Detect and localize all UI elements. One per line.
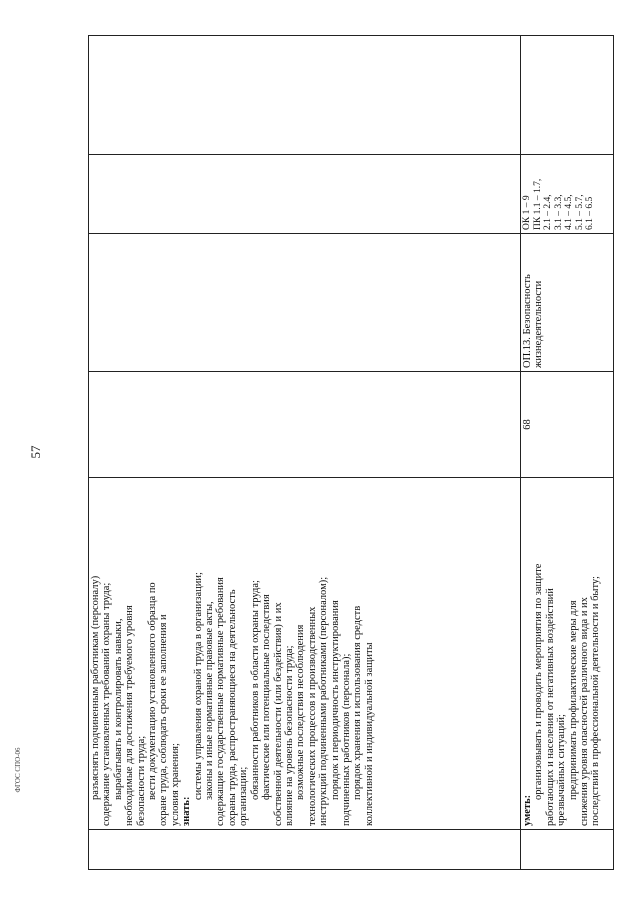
- competency-codes-cell: [521, 155, 614, 234]
- text-line: порядок хранения и использования средств: [352, 605, 364, 800]
- text-line: влияние на уровень безопасности труда;: [283, 645, 295, 826]
- skills-knowledge-cell: [89, 478, 521, 830]
- text-line: организовывать и проводить мероприятия по защите: [533, 563, 545, 800]
- competency-table: [88, 35, 614, 870]
- text-line: снижения уровня опасностей различного вида и их: [579, 597, 591, 826]
- text-line: вести документацию установленного образца по: [147, 582, 159, 800]
- text-line: порядок и периодичность инструктирования: [329, 600, 341, 800]
- text-line: охране труда, соблюдать сроки ее заполнения и: [158, 614, 170, 826]
- text-line: условия хранения;: [169, 743, 181, 826]
- competency-code: 4.1 – 4.5,: [564, 194, 574, 230]
- text-line: уметь:: [522, 794, 533, 826]
- text-line: законы и иные нормативные правовые акты,: [204, 601, 216, 800]
- rotated-table-container: [88, 36, 613, 870]
- text-line: необходимые для достижения требуемого уровня: [124, 605, 136, 826]
- text-line: работающих и населения от негативных воздействий: [544, 588, 556, 826]
- discipline-cell: ОП.13. Безопасность жизнедеятельности: [521, 234, 614, 372]
- competency-code: 5.1 – 5.7,: [574, 194, 585, 230]
- competency-code: 6.1 – 6.5: [585, 196, 595, 230]
- text-line: знать:: [181, 796, 193, 826]
- text-line: собственной деятельности (или бездействия) и их: [272, 602, 284, 826]
- text-line: содержащие государственные нормативные требования: [215, 577, 227, 826]
- competency-code: 3.1 – 3.3,: [553, 194, 564, 230]
- text-line: разъяснять подчиненным работникам (персоналу): [90, 575, 101, 800]
- table-row-continuation: [89, 36, 521, 870]
- footer-code: ФГОС СПО-06: [14, 747, 22, 793]
- text-line: последствий в профессиональной деятельности и быту;: [590, 576, 602, 826]
- empty-cell-extra: [521, 36, 614, 155]
- empty-cell-index: [521, 830, 614, 870]
- text-line: коллективной и индивидуальной защиты: [363, 642, 375, 826]
- table-row-op13: [521, 36, 614, 870]
- hours-cell: 68: [521, 372, 614, 478]
- text-line: инструкций подчиненными работниками (персоналом);: [318, 576, 330, 826]
- empty-cell-codes: [89, 155, 521, 234]
- text-line: безопасности труда;: [135, 735, 147, 826]
- empty-cell-extra: [89, 36, 521, 155]
- competency-code: 2.1 – 2.4,: [543, 194, 553, 230]
- text-line: организации;: [238, 766, 250, 826]
- text-line: содержание установленных требований охраны труда;: [101, 582, 113, 826]
- text-line: технологических процессов и производственных: [306, 606, 318, 826]
- skills-cell: [521, 478, 614, 830]
- empty-cell-hours: [89, 372, 521, 478]
- empty-cell-discipline: [89, 234, 521, 372]
- text-line: обязанности работников в области охраны труда;: [249, 580, 261, 800]
- competency-code: ОК 1 – 9: [522, 195, 532, 230]
- competency-code: ПК 1.1 – 1.7,: [532, 178, 543, 230]
- page-number: 57: [28, 445, 43, 459]
- text-line: вырабатывать и контролировать навыки,: [112, 618, 124, 800]
- document-sheet: [88, 36, 613, 870]
- text-line: системы управления охраной труда в организации;: [192, 572, 204, 800]
- text-line: фактические или потенциальные последствия: [261, 594, 273, 800]
- text-line: подчиненных работников (персонала);: [340, 653, 352, 826]
- empty-cell-index: [89, 830, 521, 870]
- text-line: возможные последствия несоблюдения: [295, 624, 307, 800]
- text-line: чрезвычайных ситуаций;: [556, 714, 568, 826]
- text-line: предпринимать профилактические меры для: [567, 600, 579, 800]
- text-line: охраны труда, распространяющиеся на деятельность: [226, 589, 238, 826]
